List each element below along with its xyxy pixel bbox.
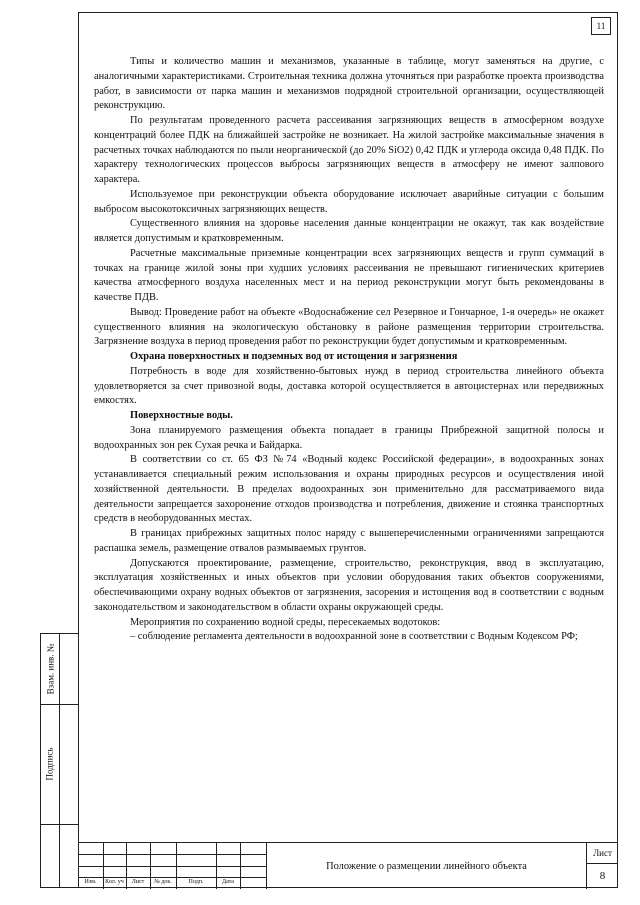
title-block [78,842,618,888]
caption-kol-uch: Кол. уч [105,879,124,885]
caption-no-dok: № док. [154,879,172,885]
list-item: – соблюдение регламента деятельности в водоохранной зоне в соответствии с Водным Кодексом РФ; [130,631,578,643]
paragraph: Зона планируемого размещения объекта попадает в границы Прибрежной защитной полосы и водоохранных зон рек Сухая речка и Байдарка. [94,424,604,451]
paragraph: Типы и количество машин и механизмов, указанные в таблице, могут заменяться на другие, с аналогичными характеристиками. Строительная техника должна уточняться при разработке проекта производства работ, в зависимости от парка машин и механизмов подрядной строительной организации, осуществляющей реконструкцию. [94,56,604,112]
section-heading: Поверхностные воды. [130,410,233,421]
caption-izm: Изм. [84,879,97,885]
paragraph: Вывод: Проведение работ на объекте «Водоснабжение сел Резервное и Гончарное, 1-я очередь» не окажет существенного влияния на экологическую обстановку в районе размещения территории строительства. Загрязнение воздуха в период проведения работ по реконструкции будет допустимым и кратковременным. [94,306,604,348]
paragraph: Мероприятия по сохранению водной среды, пересекаемых водотоков: [130,616,441,628]
paragraph: Расчетные максимальные приземные концентрации всех загрязняющих веществ и групп суммаций в точках на границе жилой зоны при худших условиях рассеивания не превышают гигиенических критериев качества атмосферного воздуха населенных мест и на период реконструкции могут быть рекомендованы в качестве ПДВ. [94,247,604,303]
section-heading: Охрана поверхностных и подземных вод от истощения и загрязнения [130,351,458,362]
drawing-frame [78,12,618,888]
document-title: Положение о размещении линейного объекта [266,843,586,889]
vzam-inv-label: Взам. инв. № [45,643,55,695]
caption-data: Дата [222,879,234,885]
paragraph: Существенного влияния на здоровье населения данные концентрации не окажут, так как воздействие является допустимым и кратковременным. [94,218,604,244]
signature-label: Подпись [45,747,55,781]
sheet-number: 8 [599,870,606,882]
revision-grid [78,843,266,889]
document-body [94,55,604,645]
caption-podp: Подп. [188,879,204,885]
side-stamp [40,633,78,888]
paragraph: В границах прибрежных защитных полос наряду с вышеперечисленными ограничениями запрещаются распашка земель, размещение отвалов размываемых грунтов. [94,528,604,554]
paragraph: По результатам проведенного расчета рассеивания загрязняющих веществ в атмосферном воздухе концентраций более ПДК на ближайшей застройке не возникает. На жилой застройке максимальные значения в расчетных точках наблюдаются по пыли неорганической (до 20% SiO2) 0,42 ПДК и углерода оксида 0,48 ПДК. По характеру технологических процессов выбросы загрязняющих веществ в атмосферу не имеют залпового характера. [94,115,604,185]
page-tag: 11 [591,17,611,35]
paragraph: Допускаются проектирование, размещение, строительство, реконструкция, ввод в эксплуатацию, эксплуатация хозяйственных и иных объектов при условии оборудования таких объектов сооружениями, обеспечивающими охрану водных объектов от загрязнения, засорения и истощения вод в соответствии с водным законодательством и законодательством в области охраны окружающей среды. [94,557,604,613]
paragraph: Используемое при реконструкции объекта оборудование исключает аварийные ситуации с большим выбросом высокотоксичных загрязняющих веществ. [94,188,604,215]
paragraph: В соответствии со ст. 65 ФЗ №74 «Водный кодекс Российской федерации», в водоохранных зонах устанавливается специальный режим использования и охраны природных ресурсов и осуществления иной хозяйственной деятельности. В пределах водоохранных зон применительно для рассматриваемого вида деятельности запрещается захоронение отходов производства и потребления, движение и стоянка транспортных средств в необорудованных местах. [94,454,604,525]
paragraph: Потребность в воде для хозяйственно-бытовых нужд в период строительства линейного объекта удовлетворяется за счет привозной воды, доставка которой осуществляется в автоцистернах или передвижных емкостях. [94,365,604,407]
sheet-box [586,843,618,889]
sheet-label: Лист [587,843,618,864]
caption-list: Лист [131,879,145,885]
